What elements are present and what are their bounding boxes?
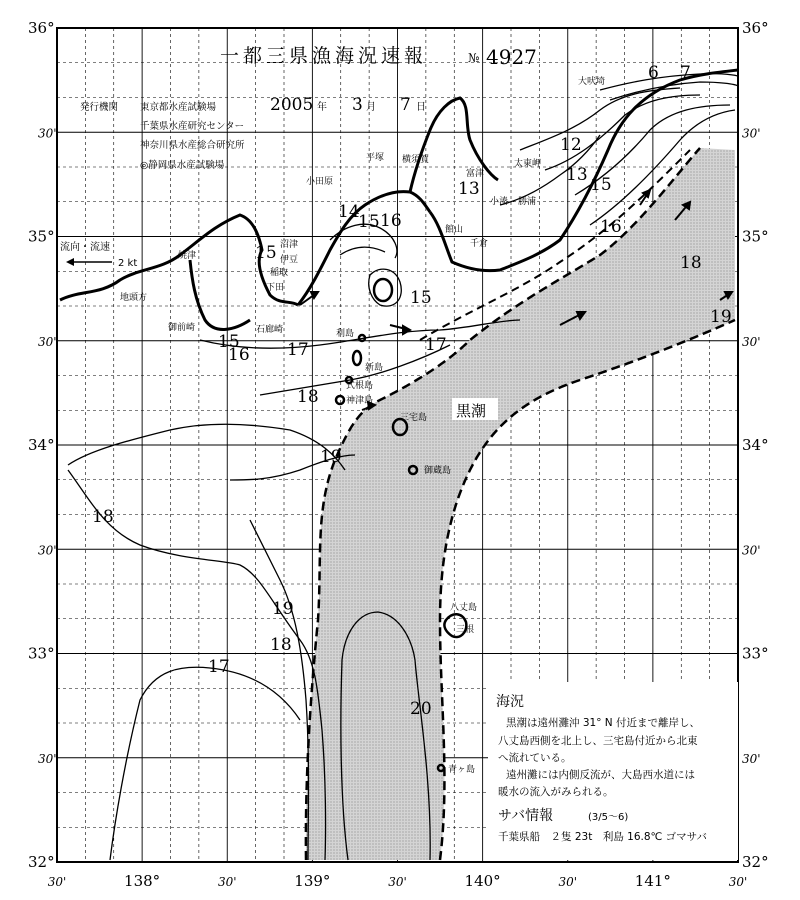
- longitude-label: 138°: [124, 872, 161, 890]
- place-name: 三宅島: [400, 413, 428, 423]
- place-name: 御前崎: [168, 323, 196, 333]
- place-name: 利島: [336, 329, 355, 339]
- date-year: 2005: [270, 95, 314, 115]
- isotherm-label: 18: [680, 253, 702, 273]
- mackerel-heading: サバ情報: [498, 808, 554, 824]
- longitude-label: 141°: [634, 872, 671, 890]
- place-name: 沼津: [280, 240, 299, 250]
- longitude-label: 30': [388, 875, 407, 889]
- mackerel-report: 千葉県船 ２隻 23t 利島 16.8℃ ゴマサバ: [498, 831, 708, 843]
- isotherm-label: 20: [410, 699, 432, 719]
- date-month-unit: 月: [366, 102, 376, 113]
- latitude-label-right: 33°: [742, 644, 769, 663]
- latitude-label-left: 35°: [28, 227, 55, 246]
- isotherm-label: 15: [410, 288, 432, 308]
- isotherm-label: 15: [218, 332, 240, 352]
- isotherm-label: 19: [320, 447, 342, 467]
- isotherm-label: 15: [358, 212, 380, 232]
- isotherm-label: 6: [648, 63, 659, 83]
- longitude-label: 139°: [294, 872, 331, 890]
- issuer-3: 神奈川県水産総合研究所: [140, 140, 245, 151]
- longitude-label: 140°: [464, 872, 501, 890]
- place-name: 石廊崎: [256, 325, 284, 335]
- latitude-label-right: 30': [742, 543, 761, 558]
- current-legend-label: 流向・流速: [60, 242, 110, 253]
- latitude-label-left: 30': [38, 751, 57, 766]
- latitude-label-right: 30': [742, 334, 761, 349]
- isotherm-label: 14: [338, 202, 360, 222]
- isotherm-label: 18: [297, 387, 319, 407]
- place-name: 富津: [466, 169, 485, 179]
- isotherm-label: 17: [425, 335, 447, 355]
- issuer-2: 千葉県水産研究センター: [140, 121, 245, 132]
- isotherm-label: 18: [92, 507, 114, 527]
- longitude-labels: [48, 872, 748, 890]
- place-name: 伊豆: [280, 255, 299, 265]
- conditions-line: 遠州灘には内側反流が、大島西水道には: [506, 769, 695, 781]
- date-month: 3: [352, 95, 363, 115]
- isotherm-label: 12: [560, 135, 582, 155]
- place-name: 小田原: [306, 177, 334, 187]
- kuroshio-label: 黒潮: [456, 402, 487, 420]
- conditions-line: 八丈島西側を北上し、三宅島付近から北東: [498, 735, 698, 747]
- isotherm-label: 16: [380, 211, 402, 231]
- place-name: 焼津: [178, 251, 197, 261]
- isotherm-label: 16: [228, 345, 250, 365]
- bulletin-title: 一都三県漁海況速報: [220, 45, 428, 67]
- latitude-label-right: 30': [742, 751, 761, 766]
- latitude-labels-left: [28, 19, 57, 871]
- issuer-4: ◎静岡県水産試験場: [140, 160, 225, 171]
- conditions-heading: 海況: [496, 694, 524, 710]
- place-name: 太東岬: [514, 159, 542, 169]
- isotherm-label: 13: [458, 179, 480, 199]
- latitude-label-right: 32°: [742, 853, 769, 871]
- issuers-label: 発行機関: [80, 102, 119, 113]
- conditions-line: 黒潮は遠州灘沖 31° N 付近まで離岸し、: [506, 717, 700, 729]
- issuer-1: 東京都水産試験場: [140, 102, 217, 113]
- date-day: 7: [400, 95, 411, 115]
- latitude-label-left: 33°: [28, 644, 55, 663]
- place-name: 平塚: [366, 153, 385, 163]
- place-name: 下田: [266, 283, 285, 293]
- latitude-label-left: 30': [38, 126, 57, 141]
- latitude-label-left: 32°: [28, 853, 55, 871]
- place-name: 地頭方: [120, 293, 148, 303]
- longitude-label: 30': [558, 875, 578, 889]
- place-name: 勝浦: [518, 197, 537, 207]
- date-year-unit: 年: [317, 102, 327, 113]
- isotherm-label: 17: [208, 657, 230, 677]
- isotherm-label: 15: [590, 175, 612, 195]
- place-name: 大吠埼: [578, 77, 606, 87]
- latitude-label-right: 36°: [742, 19, 769, 37]
- place-name: 新島: [365, 363, 384, 373]
- conditions-line: へ流れている。: [498, 752, 572, 764]
- isotherm-label: 15: [255, 243, 277, 263]
- place-name: 式根島: [346, 381, 374, 391]
- latitude-label-right: 35°: [742, 227, 769, 246]
- place-name: 御蔵島: [424, 466, 452, 476]
- latitude-labels-right: [742, 19, 769, 871]
- isotherm-label: 19: [710, 307, 732, 327]
- isotherm-label: 19: [272, 599, 294, 619]
- isotherm-label: 16: [600, 217, 622, 237]
- current-legend-speed: 2 kt: [118, 258, 138, 269]
- longitude-label: 30': [47, 875, 67, 889]
- isotherm-label: 17: [287, 340, 309, 360]
- place-name: 千倉: [470, 239, 489, 249]
- conditions-line: 暖水の流入がみられる。: [498, 786, 614, 798]
- latitude-label-left: 30': [38, 543, 57, 558]
- isotherm-label: 7: [680, 63, 691, 83]
- latitude-label-left: 36°: [28, 19, 55, 37]
- issue-no: 4927: [486, 45, 537, 69]
- longitude-label: 30': [217, 875, 237, 889]
- issue-no-label: №: [468, 51, 480, 65]
- place-name: 稲取: [270, 268, 289, 278]
- latitude-label-left: 30': [38, 334, 57, 349]
- latitude-label-right: 34°: [742, 436, 769, 454]
- place-name: 八丈島: [450, 603, 478, 613]
- latitude-label-right: 30': [742, 126, 761, 141]
- mackerel-period: (3/5〜6): [588, 812, 629, 823]
- isotherm-label: 13: [566, 165, 588, 185]
- place-name: 横須賀: [402, 155, 430, 165]
- place-name: 神津島: [346, 396, 374, 406]
- place-name: 青ヶ島: [448, 765, 476, 775]
- place-name: 三根: [456, 625, 475, 635]
- place-name: 小湊: [490, 197, 509, 207]
- longitude-label: 30': [728, 875, 748, 889]
- date-day-unit: 日: [416, 102, 426, 113]
- place-name: 館山: [445, 225, 464, 235]
- isotherm-label: 18: [270, 635, 292, 655]
- latitude-label-left: 34°: [28, 436, 55, 454]
